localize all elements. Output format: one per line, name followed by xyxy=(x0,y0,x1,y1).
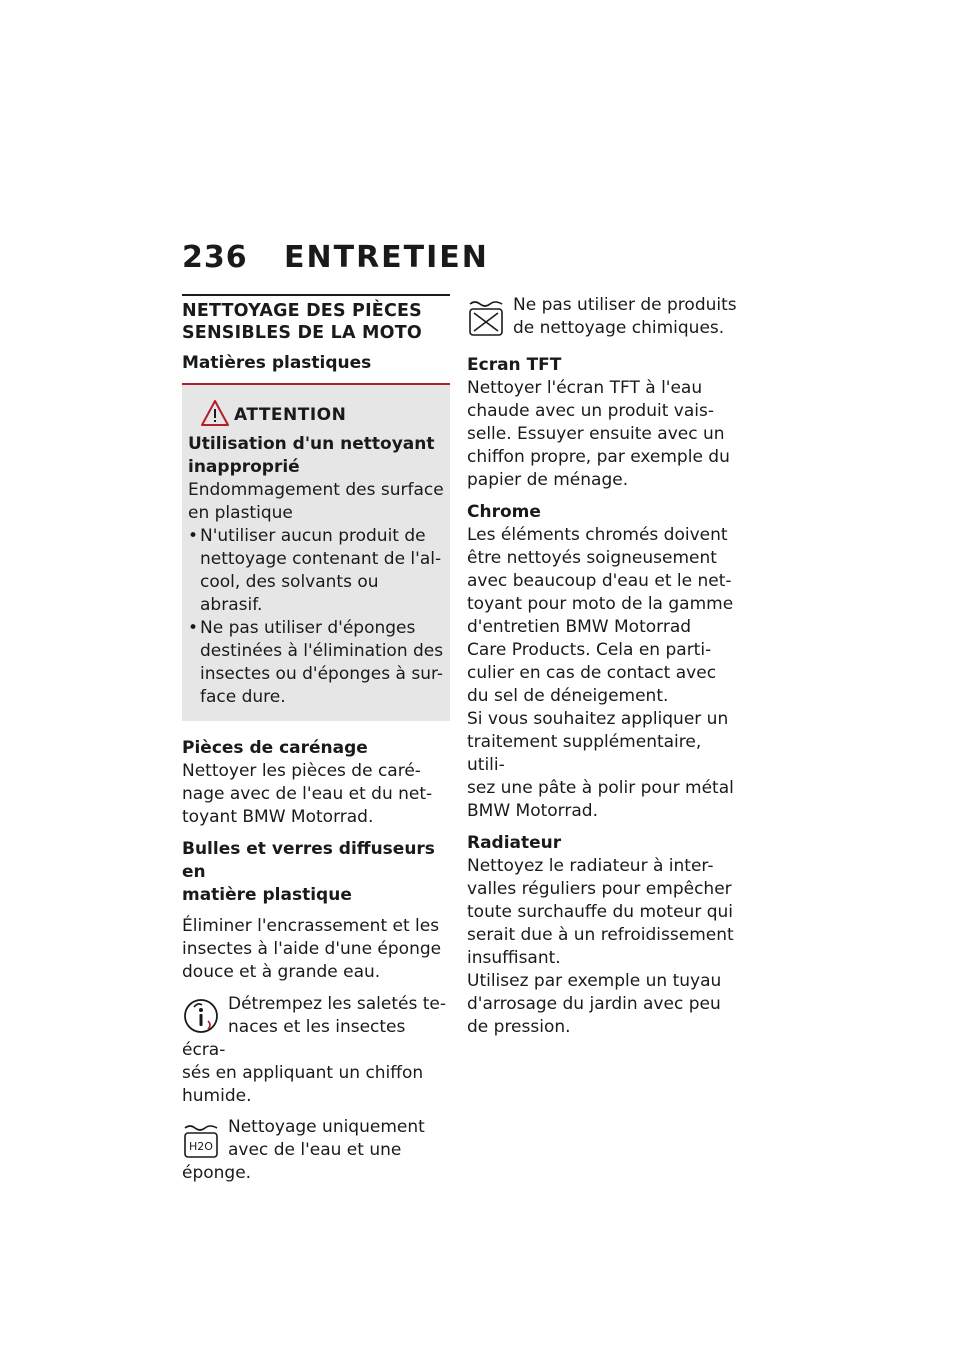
right-column xyxy=(467,294,743,1048)
list-item: • Ne pas utiliser d'éponges destinées à l'élimination des insectes ou d'éponges à sur- face dure. xyxy=(188,617,444,709)
chrome-heading: Chrome xyxy=(467,502,541,522)
attention-box xyxy=(182,385,450,721)
bubbles-section: Bulles et verres diffuseurs en matière plastique Éliminer l'encrassement et les insectes à l'aide d'une éponge douce et à grande eau. xyxy=(182,838,450,984)
bubbles-heading: Bulles et verres diffuseurs en matière plastique xyxy=(182,839,435,905)
tft-heading: Ecran TFT xyxy=(467,355,562,375)
section-rule xyxy=(182,294,450,296)
water-note: H2O Nettoyage uniquement avec de l'eau et une éponge. xyxy=(182,1117,425,1183)
list-item: • N'utiliser aucun produit de nettoyage contenant de l'al- cool, des solvants ou abrasif. xyxy=(188,525,444,617)
info-icon xyxy=(182,997,220,1035)
water-icon-label: H2O xyxy=(189,1140,213,1153)
fairing-heading: Pièces de carénage xyxy=(182,738,368,758)
attention-header xyxy=(188,399,444,433)
section-heading: NETTOYAGE DES PIÈCES SENSIBLES DE LA MOTO xyxy=(182,301,422,343)
page-number: 236 xyxy=(182,240,248,275)
no-chemicals-note: Ne pas utiliser de produits de nettoyage chimiques. xyxy=(467,294,743,340)
no-chemicals-icon xyxy=(467,298,505,338)
fairing-section: Pièces de carénage Nettoyer les pièces de caré- nage avec de l'eau et du net- toyant BMW Motorrad. xyxy=(182,737,450,829)
page-title: ENTRETIEN xyxy=(284,240,489,275)
attention-title: ATTENTION xyxy=(234,405,347,425)
chrome-section: Chrome Les éléments chromés doivent être nettoyés soigneusement avec beaucoup d'eau et le net- toyant pour moto de la gamme d'entretien BMW Motorrad Care Products. Cela en parti- culier en cas de contact avec du sel de déneigement. Si vous souhaitez appliquer un traitement supplémentaire, utili- sez une pâte à polir pour métal BMW Motorrad. xyxy=(467,501,743,823)
attention-bullets xyxy=(188,525,444,709)
radiator-heading: Radiateur xyxy=(467,833,562,853)
attention-effect: Endommagement des surface en plastique xyxy=(188,480,444,523)
attention-cause: Utilisation d'un nettoyant inapproprié xyxy=(188,434,435,477)
page-header xyxy=(182,240,742,280)
left-column xyxy=(182,294,450,1193)
water-sponge-icon xyxy=(182,1120,220,1160)
radiator-section: Radiateur Nettoyez le radiateur à inter- valles réguliers pour empêcher toute surchauffe du moteur qui serait due à un refroidissement insuffisant. Utilisez par exemple un tuyau d'arrosage du jardin avec peu de pression. xyxy=(467,832,743,1039)
warning-triangle-icon xyxy=(200,399,230,427)
tft-section: Ecran TFT Nettoyer l'écran TFT à l'eau chaude avec un produit vais- selle. Essuyer ensuite avec un chiffon propre, par exemple du papier de ménage. xyxy=(467,354,743,492)
info-note: Détrempez les saletés te- naces et les insectes écra- sés en appliquant un chiffon humide. xyxy=(182,994,446,1106)
plastic-heading: Matières plastiques xyxy=(182,352,450,385)
